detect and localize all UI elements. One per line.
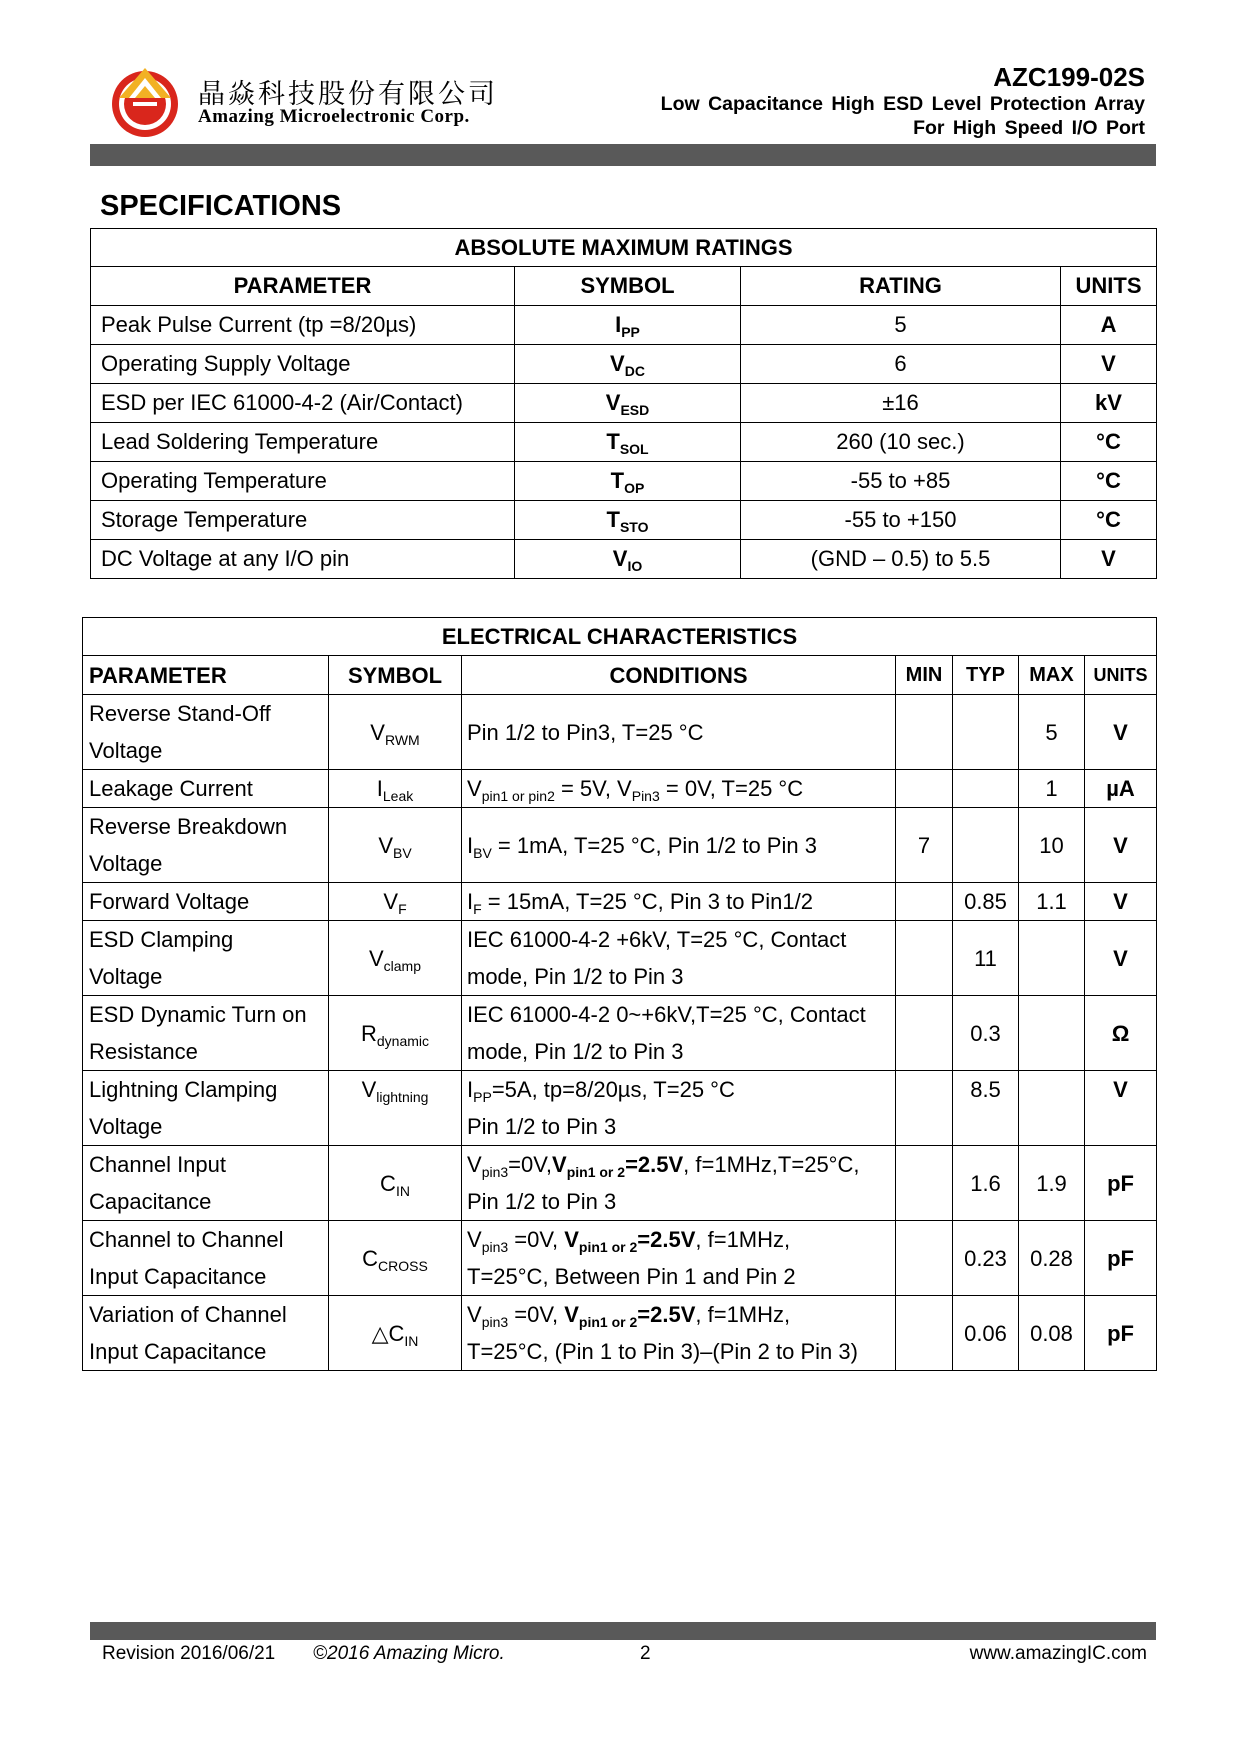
table-row — [91, 423, 1157, 462]
symbol-cell: $R_{dynamic}$ — [329, 996, 462, 1071]
unit-cell: kV — [1061, 384, 1157, 423]
table-row — [91, 384, 1157, 423]
table-row — [91, 345, 1157, 384]
param-cell: Leakage Current — [83, 770, 329, 808]
param-cell: ESD per IEC 61000-4-2 (Air/Contact) — [91, 384, 515, 423]
rating-cell: 5 — [741, 306, 1061, 345]
document-header — [661, 62, 1145, 140]
max-cell: 0.28 — [1019, 1221, 1085, 1296]
column-header: TYP — [953, 656, 1019, 695]
param-cell: Channel Input Capacitance — [83, 1146, 329, 1221]
max-cell — [1019, 996, 1085, 1071]
min-cell — [896, 1071, 953, 1146]
rating-cell: ±16 — [741, 384, 1061, 423]
min-cell — [896, 695, 953, 770]
unit-cell: V — [1085, 695, 1157, 770]
table-row — [83, 921, 1157, 996]
symbol-cell: $V_{IO}$ — [515, 540, 741, 579]
symbol-cell: $V_{DC}$ — [515, 345, 741, 384]
max-cell: 5 — [1019, 695, 1085, 770]
min-cell — [896, 921, 953, 996]
unit-cell: °C — [1061, 423, 1157, 462]
column-header: PARAMETER — [91, 267, 515, 306]
section-title: SPECIFICATIONS — [100, 190, 342, 222]
conditions-cell: $I_F = 15mA$, T=25 °C, Pin 3 to Pin1/2 — [462, 883, 896, 921]
conditions-cell: $V_{pin3} =0V$, $V_{pin1 or 2}=2.5V$, f=1MHz, T=25°C, (Pin 1 to Pin 3)–(Pin 2 to Pin 3) — [462, 1296, 896, 1371]
max-cell — [1019, 1071, 1085, 1146]
column-header: UNITS — [1085, 656, 1157, 695]
table-row — [83, 883, 1157, 921]
symbol-cell: $I_{PP}$ — [515, 306, 741, 345]
unit-cell: pF — [1085, 1146, 1157, 1221]
symbol-cell: $V_F$ — [329, 883, 462, 921]
symbol-cell: $C_{CROSS}$ — [329, 1221, 462, 1296]
table-row — [83, 1071, 1157, 1146]
rating-cell: 6 — [741, 345, 1061, 384]
header-divider — [90, 144, 1156, 166]
symbol-cell: $V_{ESD}$ — [515, 384, 741, 423]
max-cell: 1.1 — [1019, 883, 1085, 921]
typ-cell: 0.23 — [953, 1221, 1019, 1296]
max-cell: 10 — [1019, 808, 1085, 883]
column-header: CONDITIONS — [462, 656, 896, 695]
footer-revision: Revision 2016/06/21 — [102, 1643, 276, 1664]
unit-cell: pF — [1085, 1296, 1157, 1371]
table-title: ABSOLUTE MAXIMUM RATINGS — [91, 229, 1157, 267]
subtitle-line-2: For High Speed I/O Port — [913, 117, 1145, 139]
typ-cell: 8.5 — [953, 1071, 1019, 1146]
conditions-cell: $I_{BV} = 1mA$, T=25 °C, Pin 1/2 to Pin 3 — [462, 808, 896, 883]
conditions-cell: $V_{pin3}=0V,V_{pin1 or 2}=2.5V$, f=1MHz,T=25°C, Pin 1/2 to Pin 3 — [462, 1146, 896, 1221]
column-header: SYMBOL — [329, 656, 462, 695]
param-cell: DC Voltage at any I/O pin — [91, 540, 515, 579]
column-header: UNITS — [1061, 267, 1157, 306]
min-cell — [896, 883, 953, 921]
max-cell: 0.08 — [1019, 1296, 1085, 1371]
param-cell: Reverse Stand-Off Voltage — [83, 695, 329, 770]
column-header: SYMBOL — [515, 267, 741, 306]
company-logo — [105, 62, 185, 142]
conditions-cell: Pin 1/2 to Pin3, T=25 °C — [462, 695, 896, 770]
symbol-cell: $T_{STO}$ — [515, 501, 741, 540]
max-cell: 1.9 — [1019, 1146, 1085, 1221]
unit-cell: V — [1085, 883, 1157, 921]
part-number: AZC199-02S — [993, 62, 1145, 92]
min-cell: 7 — [896, 808, 953, 883]
table-row — [83, 1221, 1157, 1296]
param-cell: Peak Pulse Current (tp =8/20µs) — [91, 306, 515, 345]
param-cell: Forward Voltage — [83, 883, 329, 921]
rating-cell: 260 (10 sec.) — [741, 423, 1061, 462]
unit-cell: °C — [1061, 462, 1157, 501]
unit-cell: °C — [1061, 501, 1157, 540]
footer-copyright: ©2016 Amazing Micro. — [313, 1643, 505, 1664]
table-row — [91, 306, 1157, 345]
symbol-cell: $T_{OP}$ — [515, 462, 741, 501]
page-number: 2 — [640, 1643, 651, 1664]
symbol-cell: $C_{IN}$ — [329, 1146, 462, 1221]
conditions-cell: IEC 61000-4-2 +6kV, T=25 °C, Contact mode, Pin 1/2 to Pin 3 — [462, 921, 896, 996]
unit-cell: µA — [1085, 770, 1157, 808]
column-header: MAX — [1019, 656, 1085, 695]
unit-cell: V — [1061, 345, 1157, 384]
rating-cell: (GND – 0.5) to 5.5 — [741, 540, 1061, 579]
symbol-cell: $V_{clamp}$ — [329, 921, 462, 996]
symbol-cell: $V_{RWM}$ — [329, 695, 462, 770]
footer-url: www.amazingIC.com — [969, 1643, 1147, 1664]
absolute-max-ratings-table — [90, 228, 1157, 579]
conditions-cell: $I_{PP}=5A$, tp=8/20µs, T=25 °C Pin 1/2 to Pin 3 — [462, 1071, 896, 1146]
company-name-cn: 晶焱科技股份有限公司 — [198, 79, 498, 110]
max-cell: 1 — [1019, 770, 1085, 808]
param-cell: Operating Temperature — [91, 462, 515, 501]
typ-cell: 11 — [953, 921, 1019, 996]
unit-cell: V — [1085, 808, 1157, 883]
table-row — [91, 501, 1157, 540]
typ-cell: 0.85 — [953, 883, 1019, 921]
min-cell — [896, 1296, 953, 1371]
param-cell: Channel to Channel Input Capacitance — [83, 1221, 329, 1296]
unit-cell: pF — [1085, 1221, 1157, 1296]
param-cell: Operating Supply Voltage — [91, 345, 515, 384]
subtitle-line-1: Low Capacitance High ESD Level Protection Array — [660, 93, 1145, 115]
column-header: RATING — [741, 267, 1061, 306]
symbol-cell: $V_{lightning}$ — [329, 1071, 462, 1146]
table-row — [91, 462, 1157, 501]
symbol-cell: $\triangle C_{IN}$ — [329, 1296, 462, 1371]
table-row — [83, 808, 1157, 883]
electrical-characteristics-table — [82, 617, 1157, 1371]
conditions-cell: $V_{pin1 or pin2} = 5V$, $V_{Pin3} = 0V$, T=25 °C — [462, 770, 896, 808]
param-cell: Variation of Channel Input Capacitance — [83, 1296, 329, 1371]
typ-cell — [953, 808, 1019, 883]
conditions-cell: IEC 61000-4-2 0~+6kV,T=25 °C, Contact mode, Pin 1/2 to Pin 3 — [462, 996, 896, 1071]
unit-cell: V — [1085, 1071, 1157, 1146]
column-header: MIN — [896, 656, 953, 695]
table-row — [83, 996, 1157, 1071]
symbol-cell: $T_{SOL}$ — [515, 423, 741, 462]
param-cell: Storage Temperature — [91, 501, 515, 540]
column-header: PARAMETER — [83, 656, 329, 695]
symbol-cell: $V_{BV}$ — [329, 808, 462, 883]
min-cell — [896, 1221, 953, 1296]
min-cell — [896, 770, 953, 808]
unit-cell: V — [1085, 921, 1157, 996]
unit-cell: A — [1061, 306, 1157, 345]
typ-cell: 0.06 — [953, 1296, 1019, 1371]
table-row — [91, 540, 1157, 579]
footer-divider — [90, 1622, 1156, 1640]
symbol-cell: $I_{Leak}$ — [329, 770, 462, 808]
rating-cell: -55 to +85 — [741, 462, 1061, 501]
rating-cell: -55 to +150 — [741, 501, 1061, 540]
typ-cell: 1.6 — [953, 1146, 1019, 1221]
table-row — [83, 695, 1157, 770]
table-row — [83, 1146, 1157, 1221]
param-cell: Lead Soldering Temperature — [91, 423, 515, 462]
param-cell: Lightning Clamping Voltage — [83, 1071, 329, 1146]
param-cell: ESD Clamping Voltage — [83, 921, 329, 996]
max-cell — [1019, 921, 1085, 996]
table-row — [83, 770, 1157, 808]
table-title: ELECTRICAL CHARACTERISTICS — [83, 618, 1157, 656]
param-cell: Reverse Breakdown Voltage — [83, 808, 329, 883]
table-row — [83, 1296, 1157, 1371]
typ-cell: 0.3 — [953, 996, 1019, 1071]
company-name-en: Amazing Microelectronic Corp. — [198, 106, 470, 127]
min-cell — [896, 1146, 953, 1221]
conditions-cell: $V_{pin3} =0V$, $V_{pin1 or 2}=2.5V$, f=1MHz, T=25°C, Between Pin 1 and Pin 2 — [462, 1221, 896, 1296]
unit-cell: Ω — [1085, 996, 1157, 1071]
unit-cell: V — [1061, 540, 1157, 579]
typ-cell — [953, 695, 1019, 770]
typ-cell — [953, 770, 1019, 808]
param-cell: ESD Dynamic Turn on Resistance — [83, 996, 329, 1071]
min-cell — [896, 996, 953, 1071]
